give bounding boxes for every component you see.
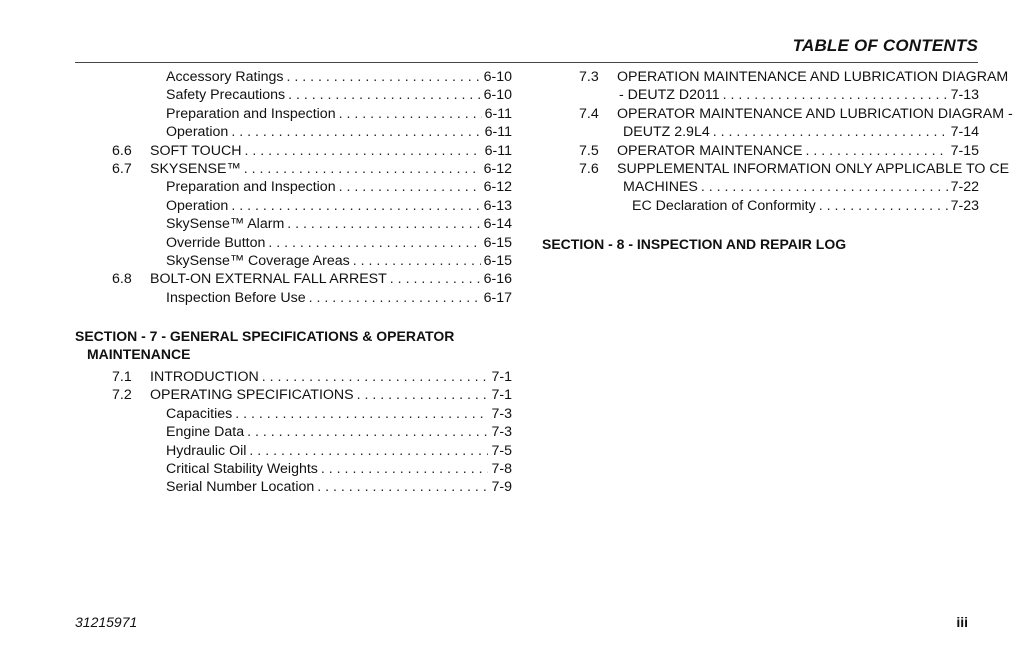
- toc-entry-page: 6-11: [484, 124, 512, 141]
- toc-dot-leader: [235, 405, 488, 423]
- page-header-title: TABLE OF CONTENTS: [792, 36, 978, 55]
- toc-entry[interactable]: [112, 142, 512, 160]
- toc-dot-leader: [806, 142, 948, 160]
- toc-entry-page: 6-16: [483, 271, 512, 288]
- toc-entry[interactable]: [166, 178, 512, 196]
- toc-entry-number: 7.5: [579, 142, 599, 159]
- toc-dot-leader: [819, 197, 948, 215]
- toc-entry[interactable]: [112, 160, 512, 178]
- toc-entry[interactable]: [112, 270, 512, 288]
- toc-dot-leader: [231, 197, 480, 215]
- toc-entry-label: Hydraulic Oil: [166, 442, 247, 459]
- toc-entry-page: 6-11: [484, 105, 512, 122]
- toc-entry[interactable]: [623, 123, 979, 141]
- toc-dot-leader: [309, 289, 481, 307]
- toc-entry[interactable]: [632, 197, 979, 215]
- toc-entry-page: 6-12: [483, 161, 512, 177]
- section-7-heading-line2: MAINTENANCE: [87, 346, 191, 362]
- section-8-heading: SECTION - 8 - INSPECTION AND REPAIR LOG: [542, 236, 847, 252]
- toc-entry-page: 7-13: [950, 87, 979, 104]
- toc-entry-label: SKYSENSE™: [150, 161, 241, 177]
- toc-dot-leader: [244, 142, 481, 160]
- toc-entry[interactable]: [166, 86, 512, 104]
- toc-entry[interactable]: [579, 68, 1009, 86]
- section-7-heading-line1: SECTION - 7 - GENERAL SPECIFICATIONS & OPERATOR: [75, 328, 455, 344]
- toc-entry-label: SOFT TOUCH: [150, 142, 242, 159]
- toc-entry-label: - DEUTZ D2011: [619, 87, 720, 104]
- toc-dot-leader: [353, 252, 481, 270]
- toc-entry-number: 7.4: [579, 105, 599, 122]
- header-divider: [75, 62, 978, 63]
- toc-dot-leader: [713, 123, 948, 141]
- toc-entry[interactable]: [166, 234, 512, 252]
- toc-entry-label: Engine Data: [166, 424, 245, 441]
- toc-entry-label: Accessory Ratings: [166, 69, 284, 85]
- toc-entry-page: 6-10: [483, 69, 512, 85]
- toc-entry-label: Safety Precautions: [166, 87, 286, 104]
- toc-entry[interactable]: [166, 105, 512, 123]
- toc-entry-number: 7.3: [579, 69, 599, 85]
- toc-entry-page: 6-12: [483, 179, 512, 196]
- toc-entry-label: OPERATING SPECIFICATIONS: [150, 387, 354, 404]
- toc-entry[interactable]: [166, 289, 512, 307]
- toc-entry-number: 7.6: [579, 161, 599, 177]
- toc-entry-page: 7-9: [491, 479, 512, 496]
- toc-entry[interactable]: [112, 368, 512, 386]
- toc-entry-label: Preparation and Inspection: [166, 179, 336, 196]
- toc-entry-page: 7-1: [491, 387, 512, 404]
- toc-dot-leader: [390, 270, 481, 288]
- toc-entry-label: OPERATION MAINTENANCE AND LUBRICATION DIAGRAM: [617, 69, 1009, 85]
- toc-entry-page: 6-17: [483, 289, 512, 306]
- toc-entry-page: 6-15: [483, 234, 512, 251]
- toc-dot-leader: [288, 86, 481, 104]
- toc-entry[interactable]: [166, 423, 512, 441]
- toc-dot-leader: [286, 68, 480, 86]
- toc-entry-page: 6-15: [483, 253, 512, 269]
- toc-entry-label: MACHINES: [623, 179, 698, 196]
- toc-entry-page: 7-5: [491, 442, 512, 459]
- toc-entry-page: 6-10: [483, 87, 512, 104]
- toc-entry-page: 7-22: [950, 179, 979, 196]
- toc-entry[interactable]: [166, 478, 512, 496]
- toc-dot-leader: [317, 478, 488, 496]
- toc-entry[interactable]: [166, 460, 512, 478]
- toc-entry-number: 6.8: [112, 271, 132, 288]
- toc-entry[interactable]: [579, 142, 979, 160]
- toc-entry-page: 7-8: [491, 461, 512, 477]
- toc-dot-leader: [249, 442, 488, 460]
- toc-entry-label: Critical Stability Weights: [166, 461, 318, 477]
- toc-dot-leader: [231, 123, 481, 141]
- toc-entry[interactable]: [166, 123, 512, 141]
- toc-entry-label: Operation: [166, 124, 229, 141]
- toc-entry[interactable]: [112, 386, 512, 404]
- toc-entry-page: 7-1: [491, 369, 512, 385]
- toc-entry-label: Inspection Before Use: [166, 289, 306, 306]
- toc-entry[interactable]: [166, 197, 512, 215]
- toc-entry-label: Capacities: [166, 405, 233, 422]
- toc-entry[interactable]: [166, 252, 512, 270]
- toc-entry[interactable]: [166, 215, 512, 233]
- toc-entry-page: 7-3: [491, 405, 512, 422]
- toc-entry-label: SkySense™ Coverage Areas: [166, 253, 350, 269]
- toc-entry-page: 7-3: [491, 424, 512, 441]
- toc-entry-page: 6-11: [484, 142, 512, 159]
- toc-dot-leader: [244, 160, 481, 178]
- toc-entry-page: 7-15: [950, 142, 979, 159]
- toc-entry-number: 6.6: [112, 142, 132, 159]
- toc-entry-label: Preparation and Inspection: [166, 105, 336, 122]
- toc-entry-label: BOLT-ON EXTERNAL FALL ARREST: [150, 271, 387, 288]
- toc-entry-label: Override Button: [166, 234, 266, 251]
- toc-entry[interactable]: [623, 178, 979, 196]
- toc-entry-label: OPERATOR MAINTENANCE: [617, 142, 803, 159]
- toc-dot-leader: [287, 215, 480, 233]
- toc-entry-label: EC Declaration of Conformity: [632, 197, 816, 214]
- toc-entry-label: OPERATOR MAINTENANCE AND LUBRICATION DIAGRAM -: [617, 105, 1013, 122]
- toc-entry-page: 6-14: [483, 216, 512, 233]
- toc-entry-page: 7-23: [950, 197, 979, 214]
- toc-entry[interactable]: [619, 86, 979, 104]
- toc-dot-leader: [321, 460, 489, 478]
- toc-entry-number: 7.2: [112, 387, 132, 404]
- toc-entry-label: SkySense™ Alarm: [166, 216, 285, 233]
- toc-dot-leader: [262, 368, 489, 386]
- toc-entry-page: 7-14: [950, 124, 979, 141]
- toc-entry-label: INTRODUCTION: [150, 369, 259, 385]
- toc-entry[interactable]: [579, 105, 1013, 123]
- toc-entry-number: 7.1: [112, 369, 132, 385]
- toc-dot-leader: [247, 423, 488, 441]
- toc-entry[interactable]: [579, 160, 1010, 178]
- toc-entry-label: Serial Number Location: [166, 479, 315, 496]
- toc-entry-label: DEUTZ 2.9L4: [623, 124, 710, 141]
- toc-dot-leader: [701, 178, 948, 196]
- toc-entry-label: Operation: [166, 197, 229, 214]
- toc-entry[interactable]: [166, 68, 512, 86]
- toc-entry[interactable]: [166, 442, 512, 460]
- toc-dot-leader: [357, 386, 489, 404]
- page-number: iii: [956, 614, 968, 630]
- toc-entry-label: SUPPLEMENTAL INFORMATION ONLY APPLICABLE TO CE: [617, 161, 1010, 177]
- toc-entry-page: 6-13: [483, 197, 512, 214]
- toc-dot-leader: [723, 86, 948, 104]
- toc-dot-leader: [339, 105, 482, 123]
- toc-dot-leader: [339, 178, 481, 196]
- toc-dot-leader: [268, 234, 480, 252]
- toc-entry[interactable]: [166, 405, 512, 423]
- toc-entry-number: 6.7: [112, 161, 132, 177]
- document-number: 31215971: [75, 614, 138, 630]
